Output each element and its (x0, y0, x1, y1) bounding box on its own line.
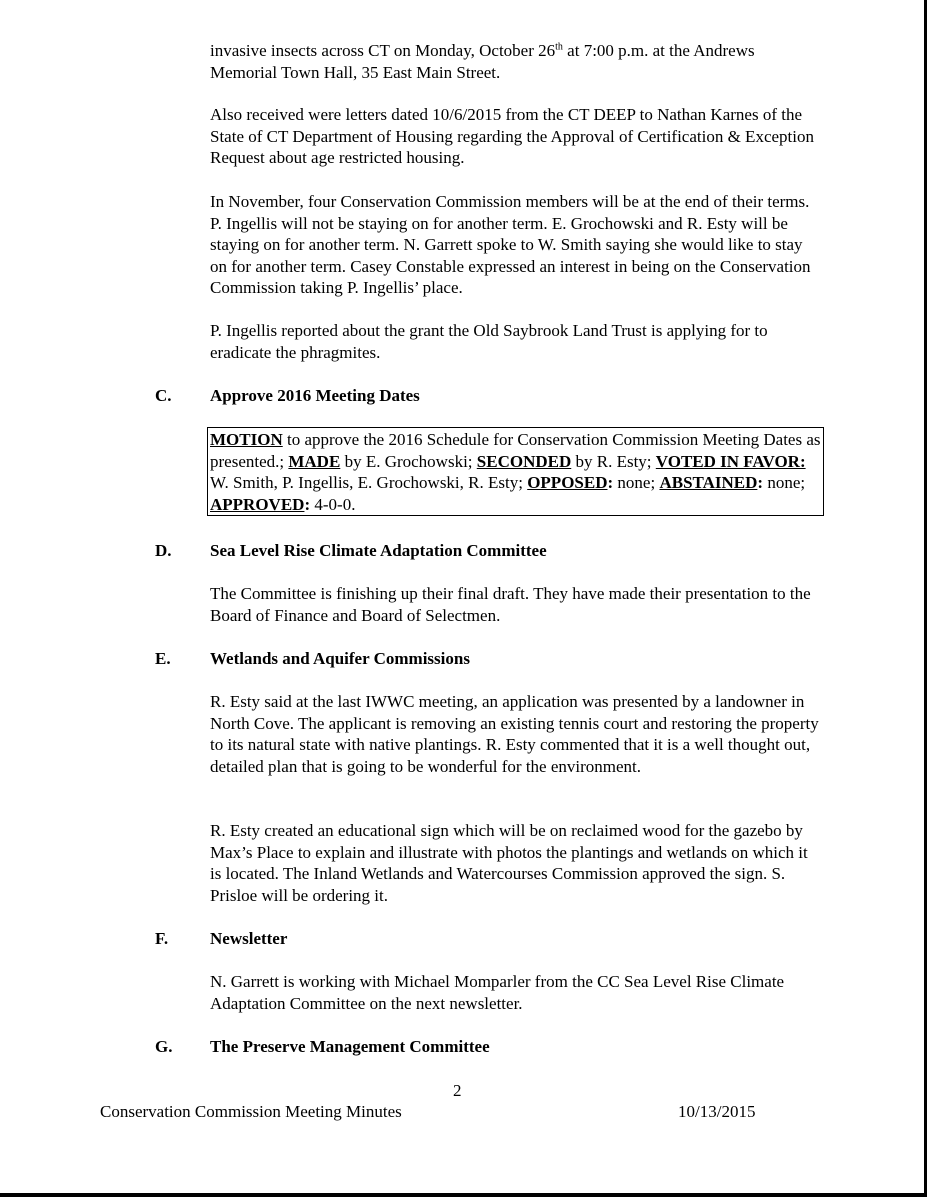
section-f-title: Newsletter (210, 929, 288, 948)
section-f-text: N. Garrett is working with Michael Momparler from the CC Sea Level Rise Climate Adaptation Committee on the next newsletter. (210, 972, 785, 1013)
page-number: 2 (453, 1081, 462, 1100)
section-d-text: The Committee is finishing up their final draft. They have made their presentation to the Board of Finance and Board of Selectmen. (210, 584, 811, 625)
approved-label: APPROVED (210, 494, 305, 514)
opposed-colon: : (607, 473, 614, 493)
section-f-letter: F. (155, 929, 169, 948)
abstained-label: ABSTAINED (659, 473, 758, 493)
made-text: by E. Grochowski; (340, 451, 477, 471)
opposed-label: OPPOSED (527, 473, 608, 493)
section-d-letter: D. (155, 541, 172, 560)
footer-date: 10/13/2015 (678, 1102, 756, 1121)
section-c-letter: C. (155, 386, 172, 405)
section-g-letter: G. (155, 1037, 173, 1056)
footer-document-title: Conservation Commission Meeting Minutes (100, 1102, 402, 1121)
opposed-text: none; (613, 473, 660, 493)
approved-text: 4-0-0. (310, 494, 356, 514)
voted-label: VOTED IN FAVOR: (655, 451, 806, 471)
paragraph-insects-meeting (210, 40, 820, 83)
section-e-letter: E. (155, 649, 171, 668)
abstained-text: none; (763, 473, 806, 493)
section-g-title: The Preserve Management Committee (210, 1037, 490, 1056)
voted-text: W. Smith, P. Ingellis, E. Grochowski, R. Esty; (210, 473, 528, 493)
section-c-title: Approve 2016 Meeting Dates (210, 386, 420, 405)
section-e-text-iwwc: R. Esty said at the last IWWC meeting, an application was presented by a landowner in North Cove. The applicant is removing an existing tennis court and restoring the property to its natural state with native plantings. R. Esty commented that it is a well thought out, detailed plan that is going to be wonderful for the environment. (210, 692, 819, 776)
section-d-title: Sea Level Rise Climate Adaptation Committee (210, 541, 547, 560)
made-label: MADE (288, 451, 341, 471)
paragraph-deep-letters: Also received were letters dated 10/6/2015 from the CT DEEP to Nathan Karnes of the State of CT Department of Housing regarding the Approval of Certification & Exception Request about age restricted housing. (210, 105, 814, 168)
motion-box (207, 427, 824, 516)
motion-label: MOTION (210, 430, 283, 449)
paragraph-text: invasive insects across CT on Monday, October 26 (210, 41, 556, 60)
approved-colon: : (304, 494, 311, 514)
abstained-colon: : (757, 473, 764, 493)
paragraph-land-trust-grant: P. Ingellis reported about the grant the Old Saybrook Land Trust is applying for to eradicate the phragmites. (210, 321, 768, 362)
seconded-label: SECONDED (476, 451, 572, 471)
ordinal-suffix: th (555, 41, 563, 53)
paragraph-member-terms: In November, four Conservation Commission members will be at the end of their terms. P. Ingellis will not be staying on for another term. E. Grochowski and R. Esty will be staying on for another term. N. Garrett spoke to W. Smith saying she would like to stay on for another term. Casey Constable expressed an interest in being on the Conservation Commission taking P. Ingellis’ place. (210, 192, 811, 298)
seconded-text: by R. Esty; (571, 451, 656, 471)
paragraph-text: at 7:00 p.m. at the Andrews Memorial Town Hall, 35 East Main Street. (210, 41, 755, 82)
section-e-title: Wetlands and Aquifer Commissions (210, 649, 470, 668)
section-e-text-sign: R. Esty created an educational sign which will be on reclaimed wood for the gazebo by Max’s Place to explain and illustrate with photos the plantings and wetlands on which it is located. The Inland Wetlands and Watercourses Commission approved the sign. S. Prisloe will be ordering it. (210, 821, 808, 905)
motion-text: to approve the 2016 Schedule for Conservation Commission Meeting Dates as presented.; (210, 430, 821, 471)
